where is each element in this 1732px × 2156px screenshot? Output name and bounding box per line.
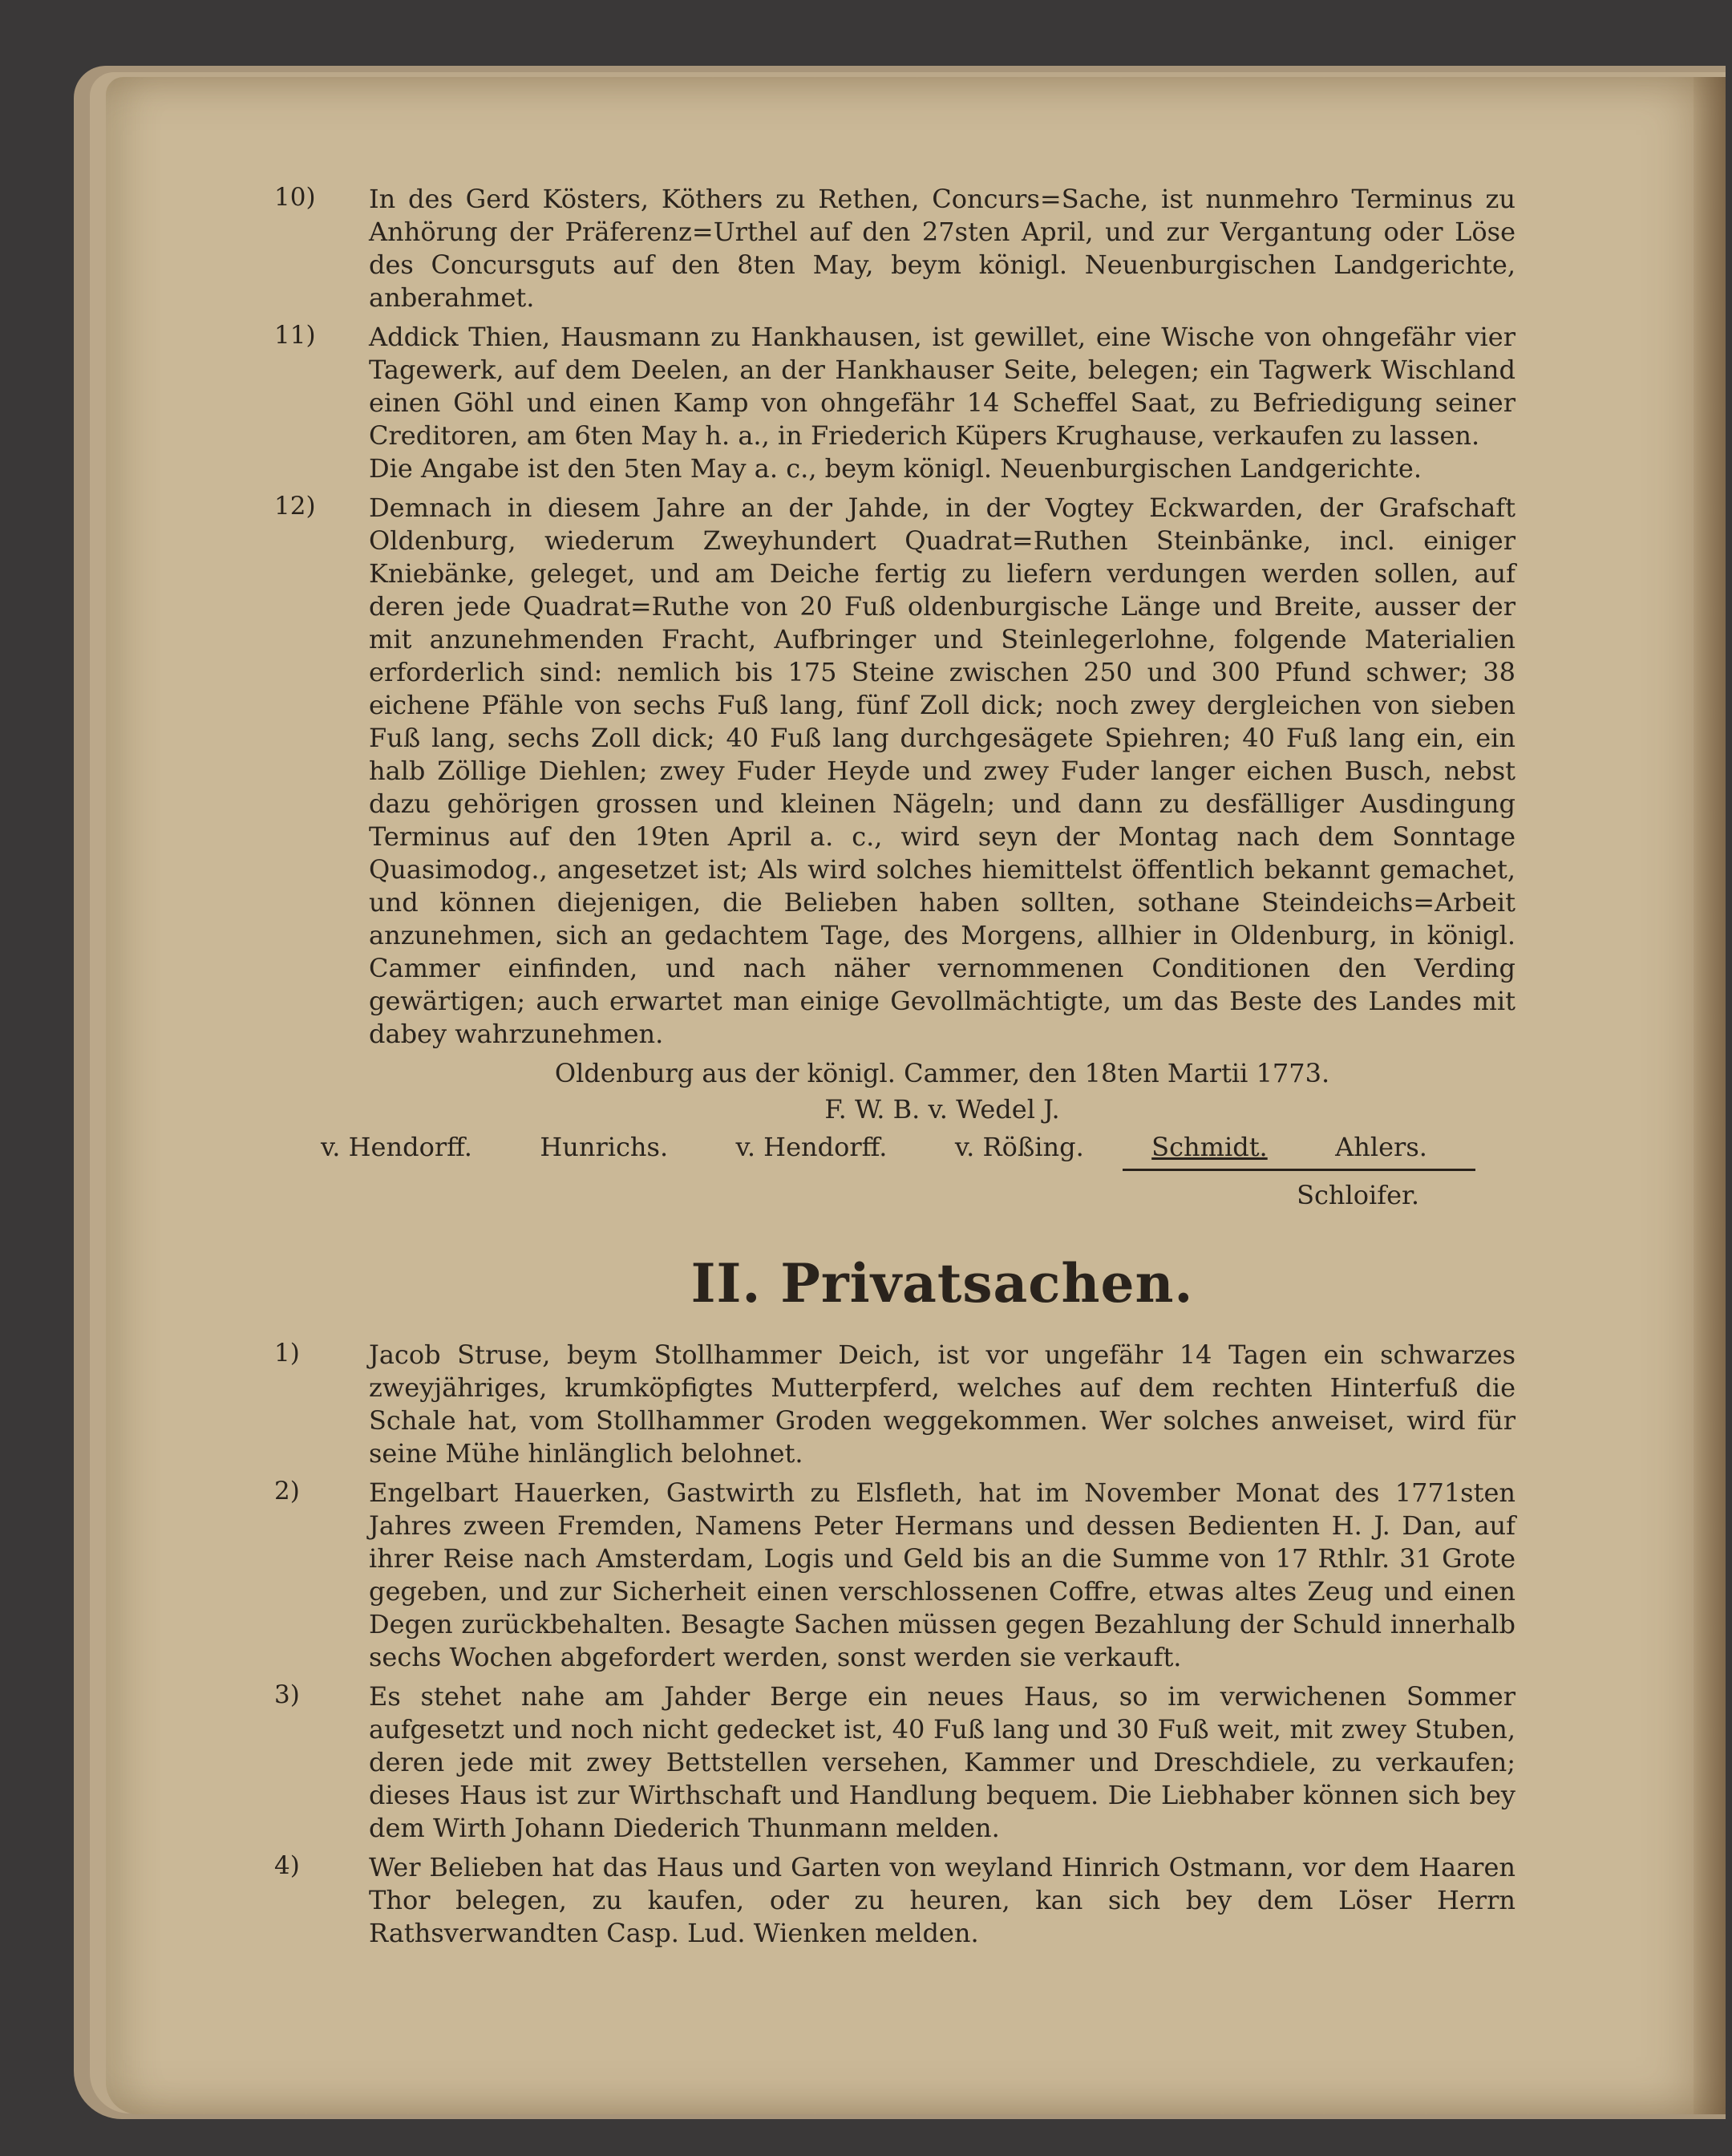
private-entry-2 bbox=[274, 1477, 1516, 1674]
entry-text: Addick Thien, Hausmann zu Hankhausen, ist gewillet, eine Wische von ohngefähr vier Tagewerk, auf dem Deelen, an der Hankhauser Seite, belegen; ein Tagwerk Wischland einen Göhl und einen Kamp von ohngefähr 14 Scheffel Saat, zu Befriedigung seiner Creditoren, am 6ten May h. a., in Friederich Küpers Krughause, verkaufen zu lassen. bbox=[369, 322, 1516, 451]
entry-number: 10) bbox=[274, 183, 316, 212]
issue-date-line: Oldenburg aus der königl. Cammer, den 18ten Martii 1773. bbox=[554, 1058, 1330, 1088]
signer-name: Hunrichs. bbox=[540, 1132, 669, 1162]
private-entry-4 bbox=[274, 1851, 1516, 1950]
entry-number: 4) bbox=[274, 1851, 300, 1880]
entry-text: Jacob Struse, beym Stollhammer Deich, ist vor ungefähr 14 Tagen ein schwarzes zweyjähriges, krumköpfigtes Mutterpferd, welches auf dem rechten Hinterfuß die Schale hat, vom Stollhammer Groden weggekommen. Wer solches anweiset, wird für seine Mühe hinlänglich belohnet. bbox=[369, 1339, 1516, 1469]
signer-name: v. Hendorff. bbox=[321, 1132, 472, 1162]
signer-name: v. Rößing. bbox=[954, 1132, 1084, 1162]
main-signer: F. W. B. v. Wedel J. bbox=[824, 1094, 1060, 1125]
private-entry-1 bbox=[274, 1339, 1516, 1470]
signer-name: v. Hendorff. bbox=[735, 1132, 888, 1162]
entry-number: 2) bbox=[274, 1477, 300, 1506]
entry-extra-text: Die Angabe ist den 5ten May a. c., beym königl. Neuenburgischen Landgerichte. bbox=[369, 453, 1422, 484]
signature-rule bbox=[1123, 1169, 1475, 1171]
notice-entry-12 bbox=[274, 492, 1516, 1051]
signer-name: Ahlers. bbox=[1335, 1132, 1427, 1162]
page-text-body bbox=[274, 183, 1516, 1956]
notice-entry-11 bbox=[274, 321, 1516, 485]
entry-text: In des Gerd Kösters, Köthers zu Rethen, Concurs=Sache, ist nunmehro Terminus zu Anhörung der Präferenz=Urthel auf den 27sten April, und zur Vergantung oder Löse des Concursguts auf den 8ten May, beym königl. Neuenburgischen Landgerichte, anberahmet. bbox=[369, 184, 1516, 313]
entry-text: Wer Belieben hat das Haus und Garten von weyland Hinrich Ostmann, vor dem Haaren Thor belegen, zu kaufen, oder zu heuren, kan sich bey dem Löser Herrn Rathsverwandten Casp. Lud. Wienken melden. bbox=[369, 1852, 1516, 1948]
entry-number: 1) bbox=[274, 1339, 300, 1368]
notice-entry-10 bbox=[274, 183, 1516, 314]
section-title: II. Privatsachen. bbox=[690, 1252, 1194, 1315]
entry-number: 11) bbox=[274, 321, 316, 350]
entry-number: 12) bbox=[274, 492, 316, 521]
secretary-name: Schloifer. bbox=[1297, 1180, 1419, 1210]
entry-number: 3) bbox=[274, 1680, 300, 1709]
signer-name: Schmidt. bbox=[1151, 1132, 1268, 1162]
entry-text: Demnach in diesem Jahre an der Jahde, in der Vogtey Eckwarden, der Grafschaft Oldenburg, wiederum Zweyhundert Quadrat=Ruthen Steinbänke, incl. einiger Kniebänke, geleget, und am Deiche fertig zu liefern verdungen werden sollen, auf deren jede Quadrat=Ruthe von 20 Fuß oldenburgische Länge und Breite, ausser der mit anzunehmenden Fracht, Aufbringer und Steinlegerlohne, folgende Materialien erforderlich sind: nemlich bis 175 Steine zwischen 250 und 300 Pfund schwer; 38 eichene Pfähle von sechs Fuß lang, fünf Zoll dick; noch zwey dergleichen von sieben Fuß lang, sechs Zoll dick; 40 Fuß lang durchgesägete Spiehren; 40 Fuß lang ein, ein halb Zöllige Diehlen; zwey Fuder Heyde und zwey Fuder langer eichen Busch, nebst dazu gehörigen grossen und kleinen Nägeln; und dann zu desfälliger Ausdingung Terminus auf den 19ten April a. c., wird seyn der Montag nach dem Sonntage Quasimodog., angesetzet ist; Als wird solches hiemittelst öffentlich bekannt gemachet, und können diejenigen, die Belieben haben sollten, sothane Steindeichs=Arbeit anzunehmen, sich an gedachtem Tage, des Morgens, allhier in Oldenburg, in königl. Cammer einfinden, und nach näher vernommenen Conditionen den Verding gewärtigen; auch erwartet man einige Gevollmächtigte, um das Beste des Landes mit dabey wahrzunehmen. bbox=[369, 492, 1516, 1049]
entry-text: Es stehet nahe am Jahder Berge ein neues Haus, so im verwichenen Sommer aufgesetzt und noch nicht gedecket ist, 40 Fuß lang und 30 Fuß weit, mit zwey Stuben, deren jede mit zwey Bettstellen versehen, Kammer und Dreschdiele, zu verkaufen; dieses Haus ist zur Wirthschaft und Handlung bequem. Die Liebhaber können sich bey dem Wirth Johann Diederich Thunmann melden. bbox=[369, 1681, 1516, 1843]
book-spine-shadow bbox=[1694, 77, 1726, 2114]
private-entry-3 bbox=[274, 1680, 1516, 1845]
entry-text: Engelbart Hauerken, Gastwirth zu Elsfleth, hat im November Monat des 1771sten Jahres zween Fremden, Namens Peter Hermans und dessen Bedienten H. J. Dan, auf ihrer Reise nach Amsterdam, Logis und Geld bis an die Summe von 17 Rthlr. 31 Grote gegeben, und zur Sicherheit einen verschlossenen Coffre, etwas altes Zeug und einen Degen zurückbehalten. Besagte Sachen müssen gegen Bezahlung der Schuld innerhalb sechs Wochen abgefordert werden, sonst werden sie verkauft. bbox=[369, 1477, 1516, 1672]
signers-row bbox=[321, 1131, 1427, 1164]
